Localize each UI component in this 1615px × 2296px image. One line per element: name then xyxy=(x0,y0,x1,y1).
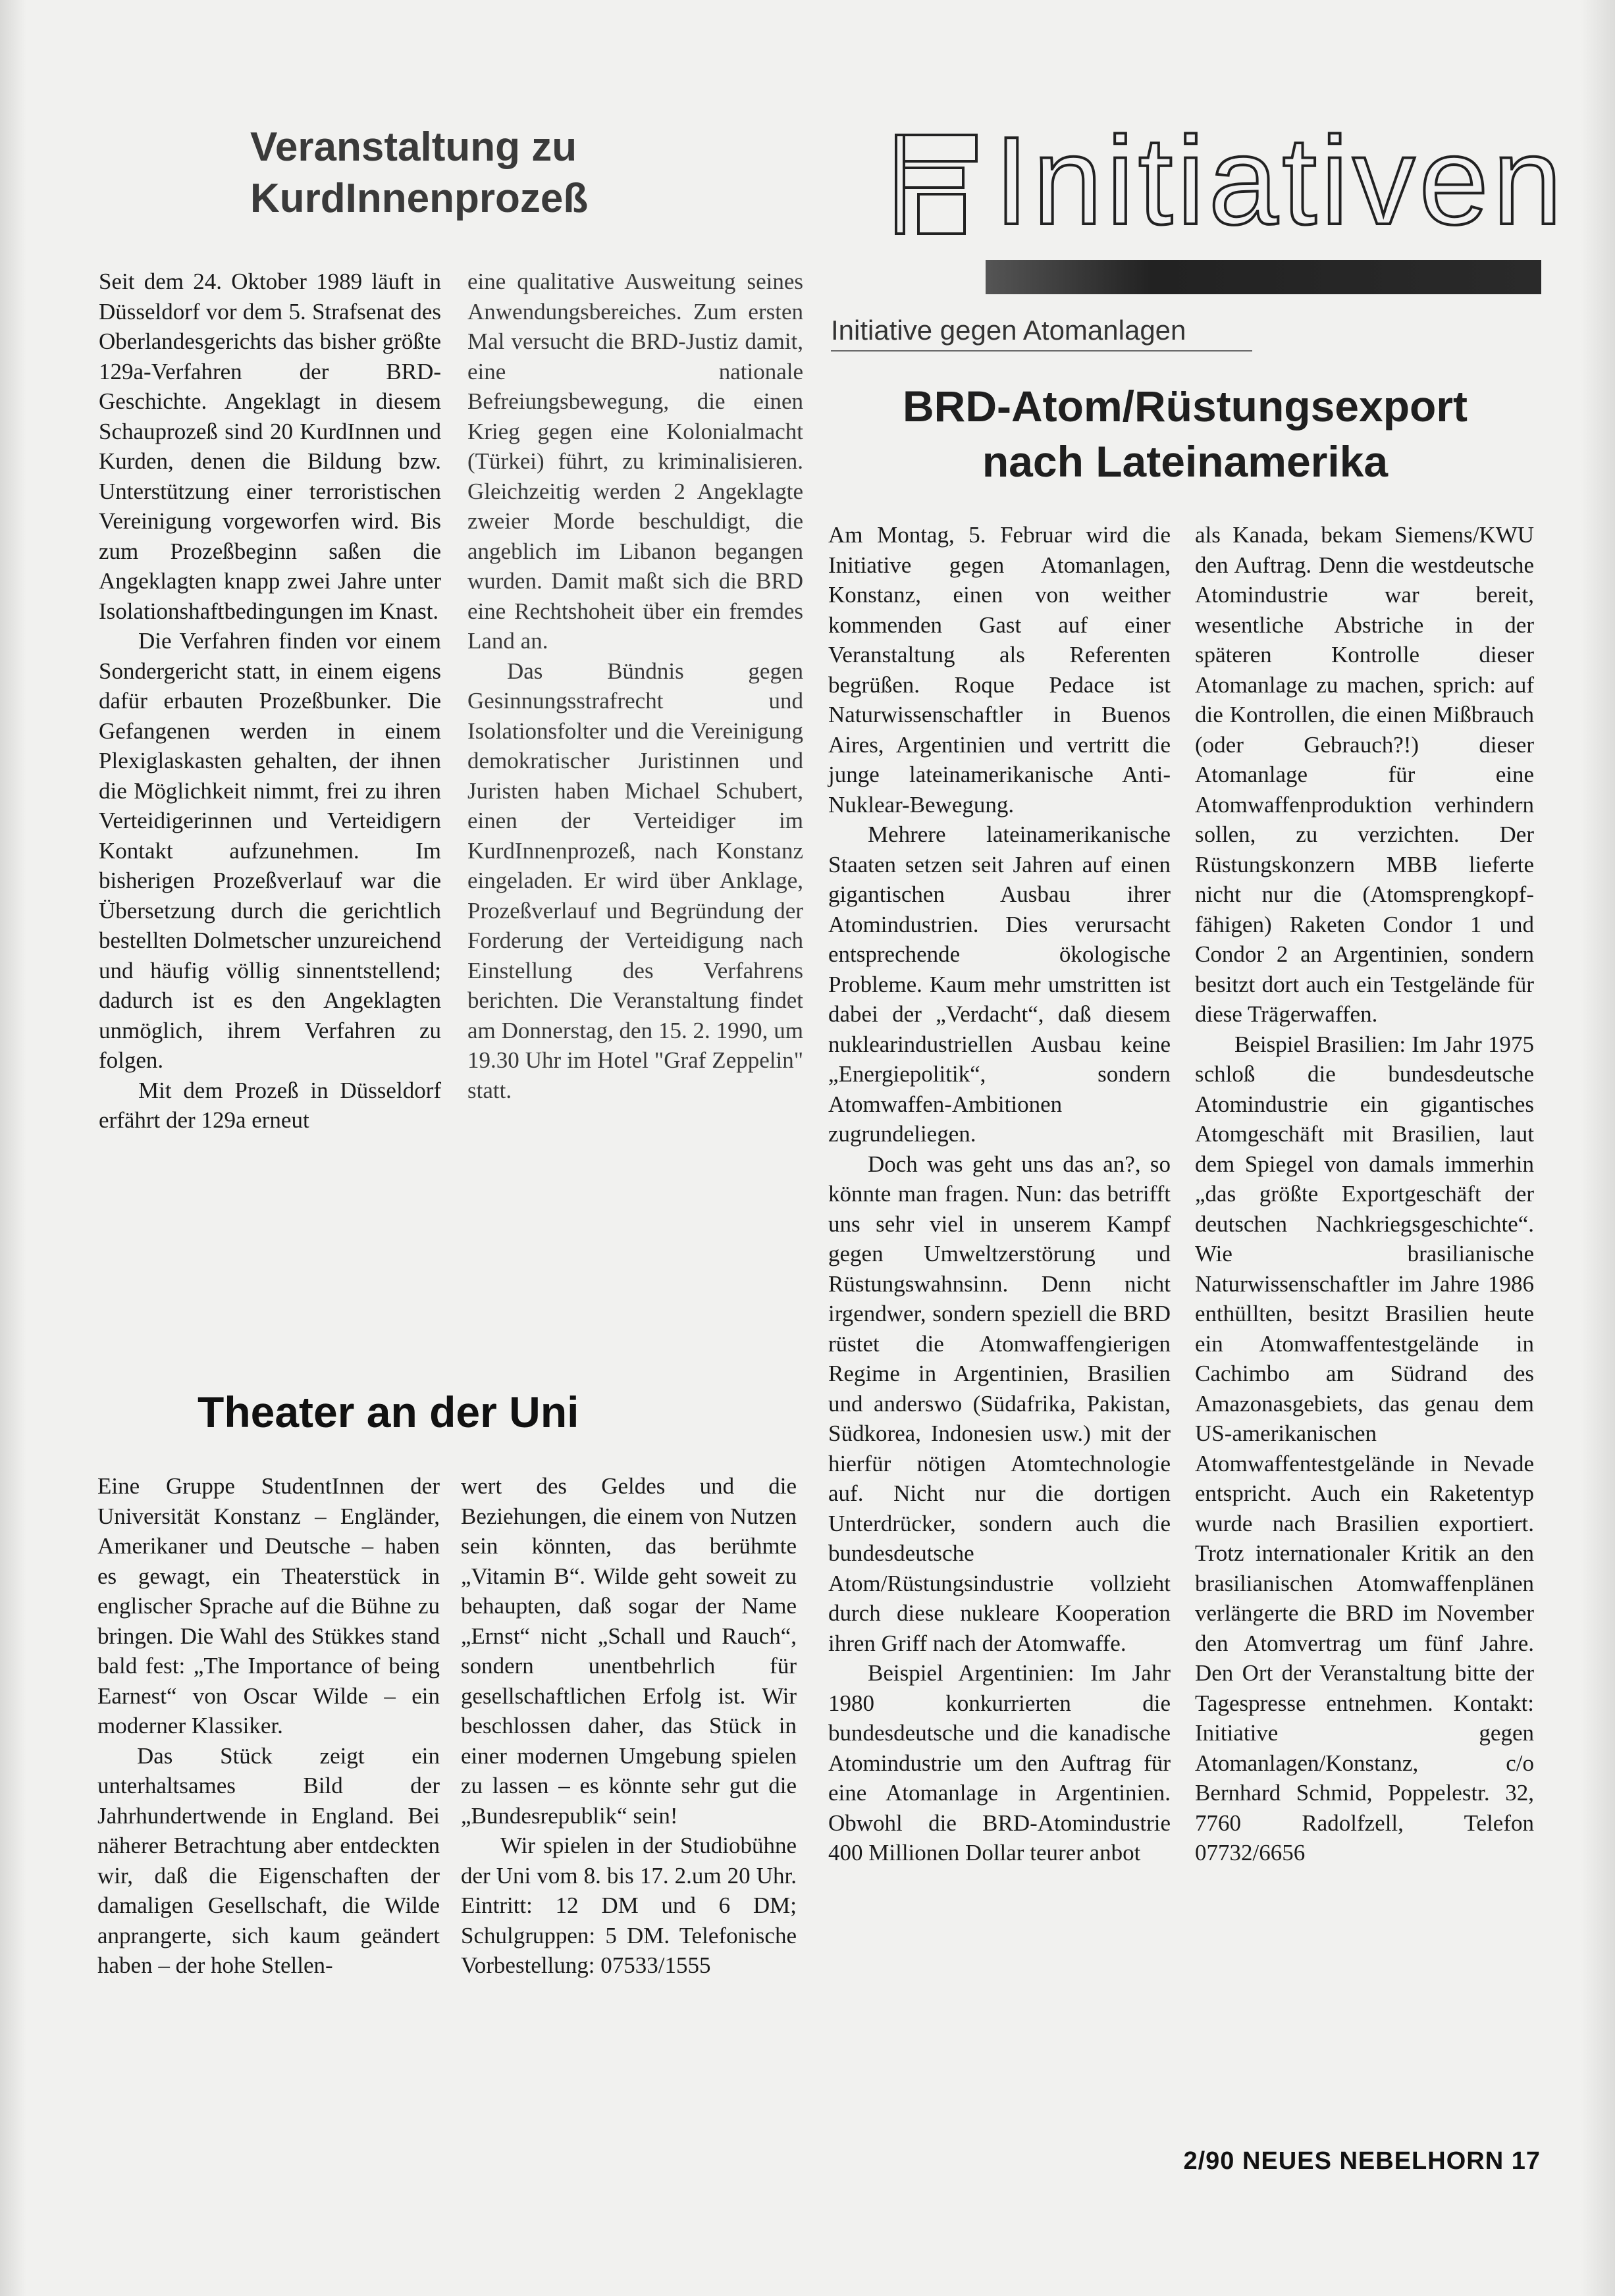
theater-paragraph: Wir spielen in der Studiobühne der Uni vom 8. bis 17. 2.um 20 Uhr. Eintritt: 12 DM und 6 DM; Schulgruppen: 5 DM. Telefonische Vorbestellung: 07533/1555 xyxy=(461,1833,797,1978)
section-kicker: Initiative gegen Atomanlagen xyxy=(831,315,1252,352)
brd-paragraph: Beispiel Argentinien: Im Jahr 1980 konkurrierten die bundesdeutsche und die kanadische Atomindustrie um den Auftrag für eine Atomanlage in Argentinien. Obwohl die BRD-Atomindustrie 400 Millionen Dollar teurer anbot xyxy=(828,1660,1171,1866)
brd-paragraph: Am Montag, 5. Februar wird die Initiative gegen Atomanlagen, Konstanz, einen von weither kommenden Gast auf einer Veranstaltung als Referenten begrüßen. Roque Pedace ist Naturwissenschaftler in Buenos Aires, Argentinien und vertritt die junge lateinamerikanische Anti-Nuklear-Bewegung. xyxy=(828,522,1171,818)
theater-column-1 xyxy=(97,1471,440,1981)
kurd-paragraph: eine qualitative Ausweitung seines Anwendungsbereiches. Zum ersten Mal versucht die BRD-Justiz damit, eine nationale Befreiungsbewegung, die einen Krieg gegen eine Kolonialmacht (Türkei) führt, zu kriminalisieren. Gleichzeitig werden 2 Angeklagte zweier Morde beschuldigt, die angeblich im Libanon begangen wurden. Damit maßt sich die BRD eine Rechtshoheit über ein fremdes Land an. xyxy=(467,269,803,654)
page-footer xyxy=(1119,2146,1541,2176)
brd-paragraph: Mehrere lateinamerikanische Staaten setzen seit Jahren auf einen gigantischen Ausbau ihrer Atomindustrien. Dies verursacht entsprechende ökologische Probleme. Kaum mehr umstritten ist dabei der „Verdacht“, daß diesem nuklearindustriellen Ausbau keine „Energiepolitik“, sondern Atomwaffen-Ambitionen zugrundeliegen. xyxy=(828,822,1171,1147)
theater-headline: Theater an der Uni xyxy=(198,1388,579,1436)
theater-paragraph: Das Stück zeigt ein unterhaltsames Bild der Jahrhundertwende in England. Bei näherer Betrachtung aber entdeckten wir, daß die Eigenschaften der damaligen Gesellschaft, die Wilde anprangerte, sich kaum geändert haben – der hohe Stellen- xyxy=(97,1742,440,1978)
kurd-paragraph: Das Bündnis gegen Gesinnungsstrafrecht und Isolationsfolter und die Vereinigung demokratischer Juristinnen und Juristen haben Michael Schubert, einen der Verteidiger im KurdInnenprozeß, nach Konstanz eingeladen. Er wird über Anklage, Prozeßverlauf und Begründung der Forderung der Verteidigung nach Einstellung des Verfahrens berichten. Die Veranstaltung findet am Donnerstag, den 15. 2. 1990, um 19.30 Uhr im Hotel "Graf Zeppelin" statt. xyxy=(467,658,803,1103)
footer-page-number: 17 xyxy=(1511,2147,1541,2175)
brd-paragraph: Doch was geht uns das an?, so könnte man fragen. Nun: das betrifft uns sehr viel in unserem Kampf gegen Umweltzerstörung und Rüstungswahnsinn. Denn nicht irgendwer, sondern speziell die BRD rüstet die Atomwaffengierigen Regime in Argentinien, Brasilien und anderswo (Südafrika, Pakistan, Südkorea, Indonesien usw.) mit der hierfür nötigen Atomtechnologie auf. Nicht nur die dortigen Unterdrücker, sondern auch die bundesdeutsche Atom/Rüstungsindustrie vollzieht durch diese nukleare Kooperation ihren Griff nach der Atomwaffe. xyxy=(828,1151,1171,1656)
kurd-column-1 xyxy=(99,267,441,1135)
kurd-headline xyxy=(250,122,685,224)
flag-icon xyxy=(892,128,991,240)
footer-publication: NEUES NEBELHORN xyxy=(1242,2147,1504,2175)
kurd-column-2 xyxy=(467,267,803,1105)
theater-paragraph: Eine Gruppe StudentInnen der Universität Konstanz – Engländer, Amerikaner und Deutsche – haben es gewagt, ein Theaterstück in englischer Sprache auf die Bühne zu bringen. Die Wahl des Stükkes stand bald fest: „The Importance of being Earnest“ von Oscar Wilde – ein moderner Klassiker. xyxy=(97,1473,440,1738)
theater-column-2 xyxy=(461,1471,797,1981)
logo-text: Initiativen xyxy=(994,111,1566,251)
brd-headline-line2: nach Lateinamerika xyxy=(982,437,1389,486)
brd-column-1 xyxy=(828,520,1171,1868)
logo-bar xyxy=(986,260,1541,294)
footer-issue: 2/90 xyxy=(1183,2147,1235,2175)
theater-paragraph: wert des Geldes und die Beziehungen, die einem von Nutzen sein könnten, das berühmte „Vitamin B“. Wilde geht soweit zu behaupten, daß sogar der Name „Ernst“ nicht „Schall und Rauch“, sondern unentbehrlich für gesellschaftlichen Erfolg ist. Wir beschlossen daher, das Stück in einer modernen Umgebung spielen zu lassen – es könnte sehr gut die „Bundesrepublik“ sein! xyxy=(461,1473,797,1829)
brd-column-2 xyxy=(1195,520,1534,1868)
kurd-paragraph: Die Verfahren finden vor einem Sondergericht statt, in einem eigens dafür erbauten Prozeßbunker. Die Gefangenen werden in einem Plexiglaskasten gehalten, der ihnen die Möglichkeit nimmt, frei zu ihren Verteidigerinnen und Verteidigern Kontakt aufzunehmen. Im bisherigen Prozeßverlauf war die Übersetzung durch die gerichtlich bestellten Dolmetscher unzureichend und häufig völlig sinnentstellend; dadurch ist es den Angeklagten unmöglich, ihrem Verfahren zu folgen. xyxy=(99,628,441,1073)
brd-paragraph: als Kanada, bekam Siemens/KWU den Auftrag. Denn die westdeutsche Atomindustrie war bereit, wesentliche Abstriche in der späteren Kontrolle dieser Atomanlage zu machen, sprich: auf die Kontrollen, die einen Mißbrauch (oder Gebrauch?!) dieser Atomanlage für eine Atomwaffenproduktion verhindern sollen, zu verzichten. Der Rüstungskonzern MBB lieferte nicht nur die (Atomsprengkopf-fähigen) Raketen Condor 1 und Condor 2 an Argentinien, sondern besitzt dort auch ein Testgelände für diese Trägerwaffen. xyxy=(1195,522,1534,1027)
brd-headline xyxy=(830,378,1541,489)
kurd-paragraph: Seit dem 24. Oktober 1989 läuft in Düsseldorf vor dem 5. Strafsenat des Oberlandesgerichts das bisher größte 129a-Verfahren der BRD-Geschichte. Angeklagt in diesem Schauprozeß sind 20 KurdInnen und Kurden, denen die Bildung bzw. Unterstützung einer terroristischen Vereinigung vorgeworfen wird. Bis zum Prozeßbeginn saßen die Angeklagten knapp zwei Jahre unter Isolationshaftbedingungen im Knast. xyxy=(99,269,441,624)
kurd-headline-line1: Veranstaltung zu xyxy=(250,124,577,170)
kurd-headline-line2: KurdInnenprozeß xyxy=(250,176,589,221)
kurd-paragraph: Mit dem Prozeß in Düsseldorf erfährt der 129a erneut xyxy=(99,1077,441,1133)
brd-headline-line1: BRD-Atom/Rüstungsexport xyxy=(903,382,1468,430)
brd-paragraph: Beispiel Brasilien: Im Jahr 1975 schloß die bundesdeutsche Atomindustrie ein gigantisches Atomgeschäft mit Brasilien, laut dem Spiegel von damals immerhin „das größte Exportgeschäft der deutschen Nachkriegsgeschichte“. Wie brasilianische Naturwissenschaftler im Jahre 1986 enthüllten, besitzt Brasilien heute ein Atomwaffentestgelände in Cachimbo am Südrand des Amazonasgebiets, das genau dem US-amerikanischen Atomwaffentestgelände in Nevade entspricht. Auch ein Raketentyp wurde nach Brasilien exportiert. Trotz internationaler Kritik an den brasilianischen Atomwaffenplänen verlängerte die BRD im November den Atomvertrag um fünf Jahre. Den Ort der Veranstaltung bitte der Tagespresse entnehmen. Kontakt: Initiative gegen Atomanlagen/Konstanz, c/o Bernhard Schmid, Poppelestr. 32, 7760 Radolfzell, Telefon 07732/6656 xyxy=(1195,1031,1534,1866)
